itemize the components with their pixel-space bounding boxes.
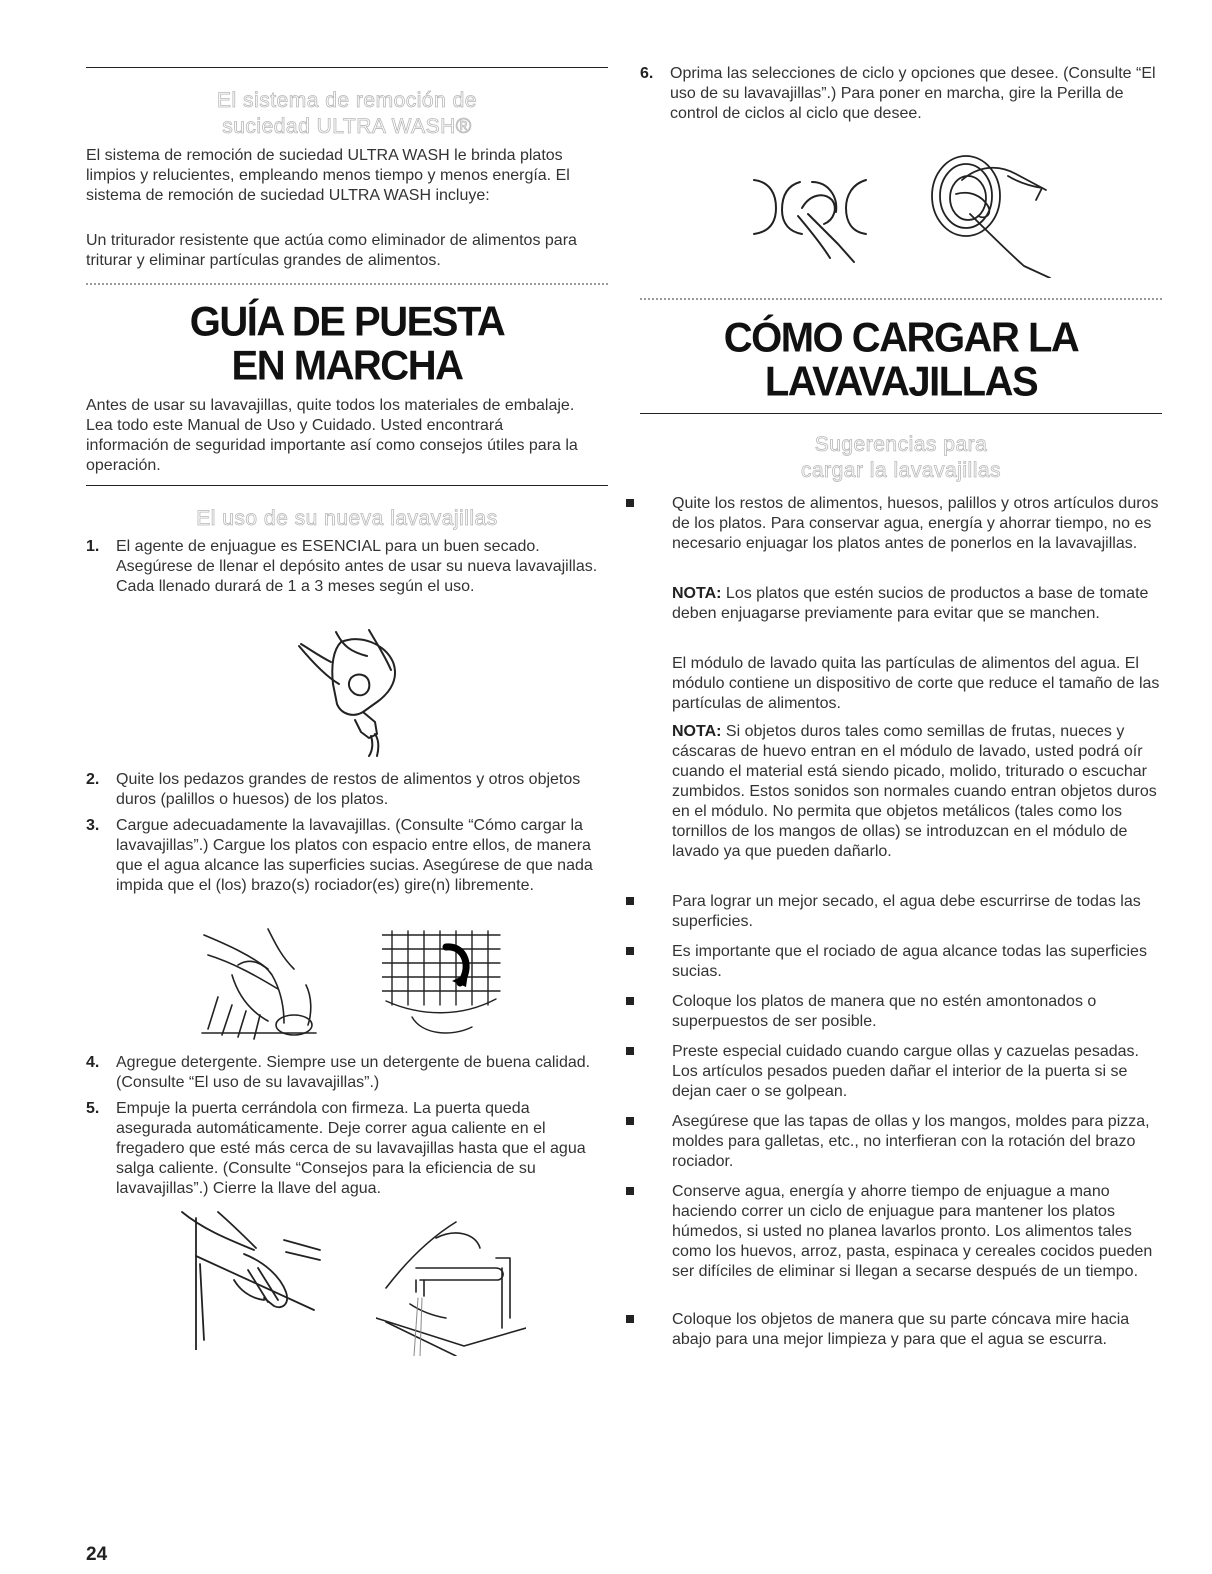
cycle-knob-illustration [926,146,1052,278]
step-text: Empuje la puerta cerrándola con firmeza. La puerta queda asegurada automáticamente. Deje correr agua caliente en el fregadero que esté más cerca de su lavavajillas hasta que el agua salga caliente. (Consulte “Consejos para la eficiencia de su lavavajillas”.) Cierre la llave del agua. [116,1100,586,1197]
step-text: Quite los pedazos grandes de restos de alimentos y otros objetos duros (palillos o huesos) de los platos. [116,771,581,808]
rinse-aid-bottle-illustration [281,622,431,757]
bullet-square-icon [626,1117,634,1125]
nota-tomate-paragraph [672,584,1162,624]
step-number: 6. [640,65,654,82]
guia-title-line1: GUÍA DE PUESTA [189,298,505,346]
step-number: 3. [86,817,100,834]
dotted-divider [640,298,1162,300]
bullet-square-icon [626,997,634,1005]
nota-objetos-duros-paragraph [672,722,1162,862]
faucet-illustration [376,1218,526,1356]
step-number: 4. [86,1054,100,1071]
ultrawash-heading-line2: suciedad ULTRA WASH® [222,115,472,138]
bullet-square-icon [626,499,634,507]
como-cargar-title [640,316,1162,404]
uso-heading: El uso de su nueva lavavajillas [196,507,498,530]
bullet-text: Preste especial cuidado cuando cargue ollas y cazuelas pesadas. Los artículos pesados pueden dañar el interior de la puerta si se dejan caer o se golpean. [672,1043,1139,1100]
guia-intro-paragraph: Antes de usar su lavavajillas, quite todos los materiales de embalaje. Lea todo este Manual de Uso y Cuidado. Usted encontrará información de seguridad importante así como consejos útiles para la operación. [86,397,578,474]
bullet-square-icon [626,947,634,955]
bullet-text: Coloque los objetos de manera que su parte cóncava mire hacia abajo para una mejor limpieza y para que el agua se escurra. [672,1311,1130,1348]
como-cargar-title-line2: LAVAVAJILLAS [764,358,1038,406]
step-text: Cargue adecuadamente la lavavajillas. (Consulte “Cómo cargar la lavavajillas”.) Cargue los platos con espacio entre ellos, de manera que el agua alcance las superficies sucias. Asegúrese de que nada impida que el (los) brazo(s) rociador(es) gire(n) libremente. [116,817,593,894]
spray-arm-rack-illustration [382,925,502,1043]
step-text: Oprima las selecciones de ciclo y opciones que desee. (Consulte “El uso de su lavavajillas”.) Para poner en marcha, gire la Perilla de control de ciclos al ciclo que desee. [670,65,1156,122]
dotted-divider [86,283,608,285]
step-text: El agente de enjuague es ESENCIAL para un buen secado. Asegúrese de llenar el depósito antes de usar su nueva lavavajillas. Cada llenado durará de 1 a 3 meses según el uso. [116,538,598,595]
step-number: 1. [86,538,100,555]
sugerencias-heading [640,432,1162,484]
step-number: 2. [86,771,100,788]
modulo-lavado-paragraph: El módulo de lavado quita las partículas de alimentos del agua. El módulo contiene un dispositivo de corte que reduce el tamaño de las partículas de alimentos. [672,655,1160,712]
bullet-text: Coloque los platos de manera que no estén amontonados o superpuestos de ser posible. [672,993,1097,1030]
section-rule [86,67,608,68]
bullet-square-icon [626,897,634,905]
closing-door-illustration [174,1210,324,1350]
loading-dishes-illustration [198,925,318,1043]
step-text: Agregue detergente. Siempre use un detergente de buena calidad. (Consulte “El uso de su lavavajillas”.) [116,1054,591,1091]
ultrawash-paragraph: El sistema de remoción de suciedad ULTRA WASH le brinda platos limpios y relucientes, empleando menos tiempo y menos energía. El sistema de remoción de suciedad ULTRA WASH incluye: [86,147,570,204]
ultrawash-heading-line1: El sistema de remoción de [217,89,477,112]
bullet-text: Asegúrese que las tapas de ollas y los mangos, moldes para pizza, moldes para galletas, etc., no interfieran con la rotación del brazo rociador. [672,1113,1150,1170]
bullet-square-icon [626,1187,634,1195]
nota-label: NOTA: [672,723,722,740]
bullet-text: Conserve agua, energía y ahorre tiempo de enjuague a mano haciendo correr un ciclo de enjuague para mantener los platos húmedos, si usted no planea lavarlos pronto. Los alimentos tales como los huevos, arroz, pasta, espinaca y cereales cocidos pueden ser difíciles de eliminar si llegan a secarse después de un tiempo. [672,1183,1153,1280]
nota-text: Los platos que estén sucios de productos a base de tomate deben enjuagarse previamente para evitar que se manchen. [672,585,1149,622]
nota-text: Si objetos duros tales como semillas de frutas, nueces y cáscaras de huevo entran en el módulo de lavado, usted podrá oír cuando el material está siendo picado, molido, triturado o escuchar zumbidos. Estos sonidos son normales cuando entran objetos duros en el módulo. No permita que objetos metálicos (tales como los tornillos de los mangos de ollas) se introduzcan en el módulo de lavado ya que pueden dañarlo. [672,723,1157,860]
como-cargar-title-line1: CÓMO CARGAR LA [723,314,1079,362]
ultrawash-heading [86,88,608,140]
bullet-text: Quite los restos de alimentos, huesos, palillos y otros artículos duros de los platos. Para conservar agua, energía y ahorrar tiempo, no es necesario enjuagar los platos antes de ponerlos en la lavavajillas. [672,495,1159,552]
bullet-square-icon [626,1047,634,1055]
step-number: 5. [86,1100,100,1117]
bullet-square-icon [626,1315,634,1323]
ultrawash-triturador-paragraph: Un triturador resistente que actúa como eliminador de alimentos para triturar y eliminar partículas grandes de alimentos. [86,232,577,269]
bullet-text: Para lograr un mejor secado, el agua debe escurrirse de todas las superficies. [672,893,1141,930]
section-rule [86,485,608,486]
push-buttons-illustration [750,168,880,268]
nota-label: NOTA: [672,585,722,602]
section-rule [640,413,1162,414]
guia-title-line2: EN MARCHA [231,342,463,390]
guia-title [86,300,608,388]
page-number: 24 [86,1544,108,1565]
bullet-text: Es importante que el rociado de agua alcance todas las superficies sucias. [672,943,1147,980]
sugerencias-heading-line2: cargar la lavavajillas [800,459,1002,482]
sugerencias-heading-line1: Sugerencias para [814,433,988,456]
